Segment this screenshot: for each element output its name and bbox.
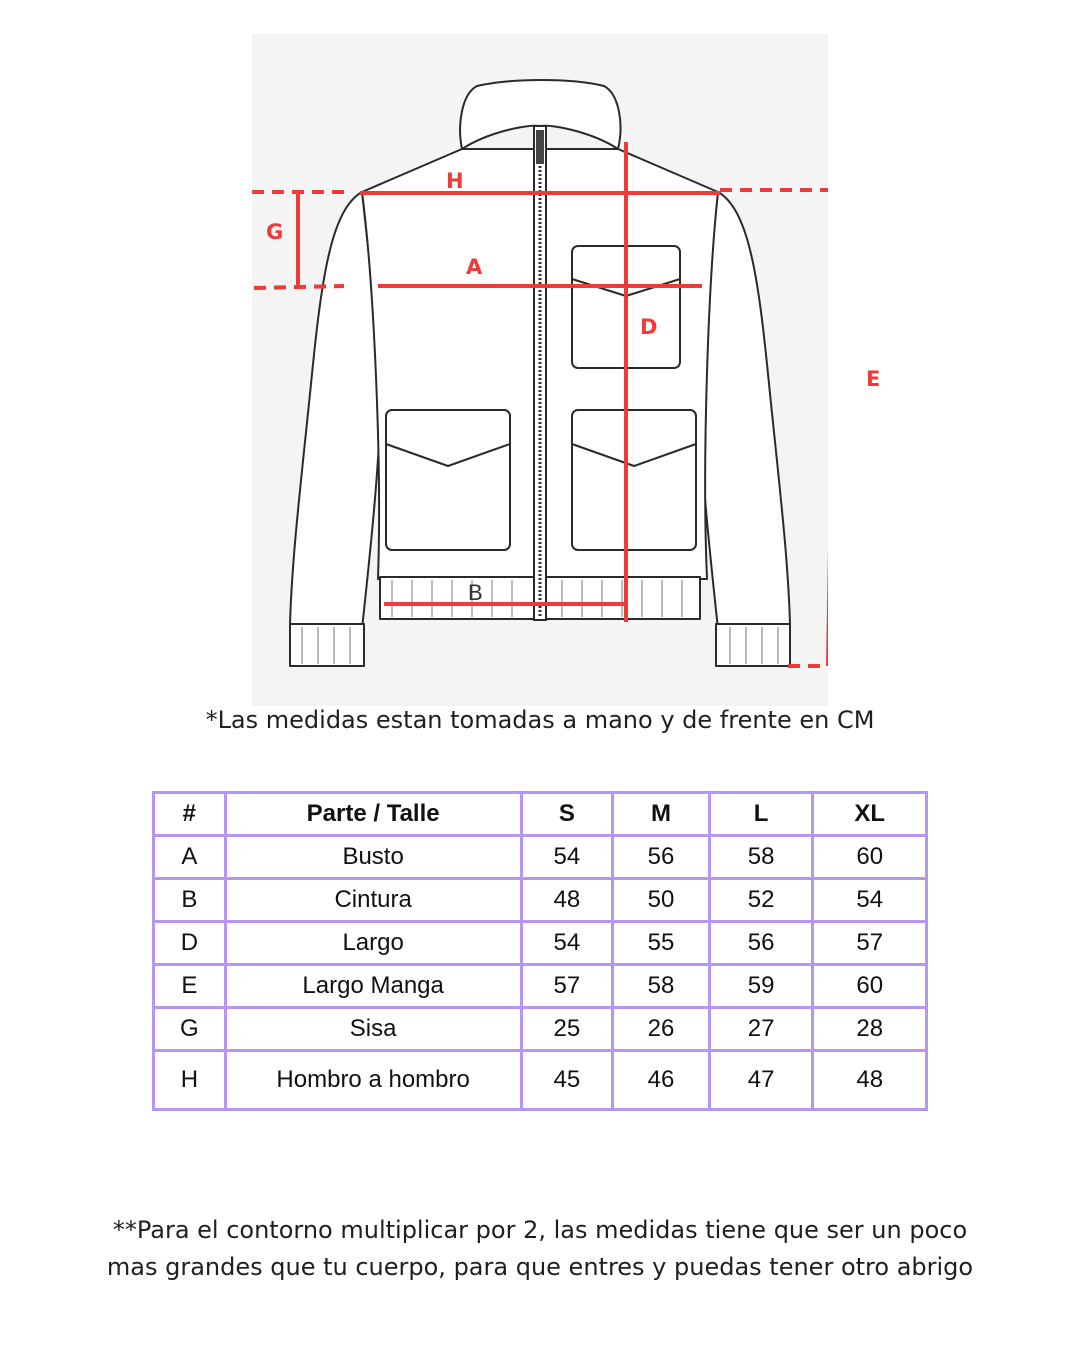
cell-part: Cintura bbox=[225, 879, 521, 922]
cell-m: 50 bbox=[613, 879, 710, 922]
cell-s: 25 bbox=[521, 1008, 613, 1051]
table-row bbox=[154, 1051, 927, 1110]
jacket-illustration bbox=[252, 34, 828, 706]
cell-m: 56 bbox=[613, 836, 710, 879]
header-m: M bbox=[613, 793, 710, 836]
measurement-note: *Las medidas estan tomadas a mano y de frente en CM bbox=[205, 706, 875, 734]
left-cuff bbox=[290, 624, 364, 666]
cell-xl: 48 bbox=[813, 1051, 927, 1110]
header-id: # bbox=[154, 793, 226, 836]
table-row bbox=[154, 965, 927, 1008]
cell-xl: 54 bbox=[813, 879, 927, 922]
label-a: A bbox=[466, 255, 483, 279]
size-table bbox=[152, 791, 928, 1111]
cell-xl: 28 bbox=[813, 1008, 927, 1051]
right-cuff bbox=[716, 624, 790, 666]
cell-part: Busto bbox=[225, 836, 521, 879]
header-xl: XL bbox=[813, 793, 927, 836]
cell-id: E bbox=[154, 965, 226, 1008]
cell-id: H bbox=[154, 1051, 226, 1110]
table-row bbox=[154, 836, 927, 879]
table-row bbox=[154, 879, 927, 922]
cell-part: Largo Manga bbox=[225, 965, 521, 1008]
cell-m: 58 bbox=[613, 965, 710, 1008]
contour-note bbox=[0, 1212, 1080, 1286]
cell-id: A bbox=[154, 836, 226, 879]
cell-m: 46 bbox=[613, 1051, 710, 1110]
cell-id: D bbox=[154, 922, 226, 965]
label-e-outer: E bbox=[866, 367, 881, 391]
cell-m: 55 bbox=[613, 922, 710, 965]
label-b: B bbox=[468, 580, 483, 605]
header-l: L bbox=[709, 793, 813, 836]
cell-xl: 57 bbox=[813, 922, 927, 965]
cell-part: Largo bbox=[225, 922, 521, 965]
table-row bbox=[154, 1008, 927, 1051]
cell-xl: 60 bbox=[813, 965, 927, 1008]
cell-l: 47 bbox=[709, 1051, 813, 1110]
left-lower-pocket bbox=[386, 410, 510, 550]
contour-note-line-1: **Para el contorno multiplicar por 2, las medidas tiene que ser un poco bbox=[112, 1216, 968, 1244]
cell-s: 54 bbox=[521, 922, 613, 965]
cell-s: 57 bbox=[521, 965, 613, 1008]
table-header-row bbox=[154, 793, 927, 836]
cell-id: G bbox=[154, 1008, 226, 1051]
jacket-diagram bbox=[252, 34, 828, 706]
zipper bbox=[534, 126, 546, 620]
label-g: G bbox=[266, 220, 284, 244]
right-lower-pocket bbox=[572, 410, 696, 550]
cell-part: Hombro a hombro bbox=[225, 1051, 521, 1110]
table-row bbox=[154, 922, 927, 965]
cell-s: 48 bbox=[521, 879, 613, 922]
label-h: H bbox=[446, 169, 464, 193]
label-e-wrap bbox=[860, 360, 890, 394]
contour-note-line-2: mas grandes que tu cuerpo, para que entres y puedas tener otro abrigo bbox=[106, 1253, 974, 1281]
cell-part: Sisa bbox=[225, 1008, 521, 1051]
cell-s: 54 bbox=[521, 836, 613, 879]
label-d: D bbox=[640, 315, 658, 339]
header-part: Parte / Talle bbox=[225, 793, 521, 836]
header-s: S bbox=[521, 793, 613, 836]
cell-l: 58 bbox=[709, 836, 813, 879]
cell-s: 45 bbox=[521, 1051, 613, 1110]
cell-xl: 60 bbox=[813, 836, 927, 879]
cell-id: B bbox=[154, 879, 226, 922]
cell-l: 52 bbox=[709, 879, 813, 922]
cell-l: 27 bbox=[709, 1008, 813, 1051]
cell-l: 56 bbox=[709, 922, 813, 965]
cell-m: 26 bbox=[613, 1008, 710, 1051]
cell-l: 59 bbox=[709, 965, 813, 1008]
